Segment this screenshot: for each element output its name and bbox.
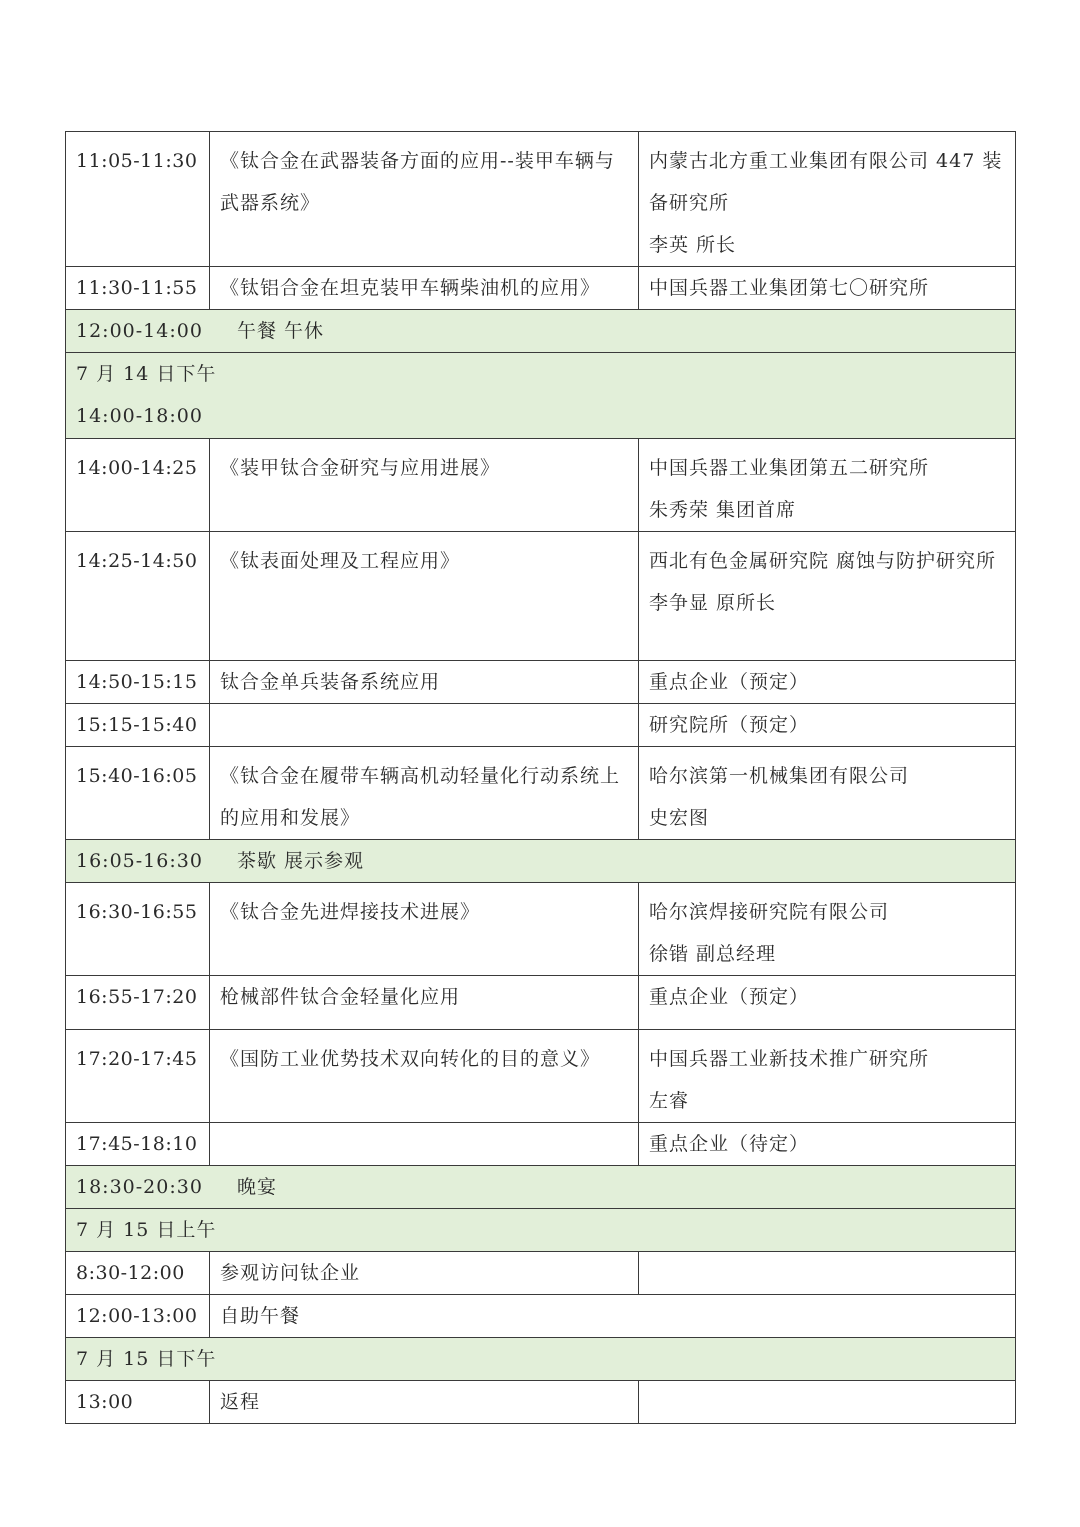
- table-row: [66, 1295, 1016, 1338]
- org-cell: 重点企业（预定）: [639, 661, 1016, 704]
- org-line: 西北有色金属研究院 腐蚀与防护研究所: [649, 550, 997, 572]
- break-cell: [66, 1166, 1016, 1209]
- org-line: 中国兵器工业新技术推广研究所: [649, 1048, 930, 1070]
- topic-cell: 《钛铝合金在坦克装甲车辆柴油机的应用》: [210, 267, 639, 310]
- org-cell: [639, 1252, 1016, 1295]
- time-cell: 15:40-16:05: [66, 747, 210, 840]
- schedule-table: [65, 131, 1016, 1424]
- break-cell: [66, 310, 1016, 353]
- break-time: 12:00-14:00: [76, 320, 203, 342]
- break-row: [66, 840, 1016, 883]
- topic-cell: 《国防工业优势技术双向转化的目的意义》: [210, 1030, 639, 1123]
- speaker-line: 朱秀荣 集团首席: [649, 499, 797, 521]
- section-cell: [66, 353, 1016, 439]
- org-cell: [639, 439, 1016, 532]
- time-cell: 14:50-15:15: [66, 661, 210, 704]
- break-label: 午餐 午休: [236, 320, 324, 342]
- topic-cell: 返程: [210, 1381, 639, 1424]
- time-cell: 12:00-13:00: [66, 1295, 210, 1338]
- break-label: 晚宴: [236, 1176, 277, 1198]
- section-cell: 7 月 15 日上午: [66, 1209, 1016, 1252]
- time-cell: 14:00-14:25: [66, 439, 210, 532]
- table-row: [66, 132, 1016, 267]
- section-time: 14:00-18:00: [76, 405, 203, 427]
- break-time: 16:05-16:30: [76, 850, 203, 872]
- table-row: [66, 1123, 1016, 1166]
- time-cell: 16:30-16:55: [66, 883, 210, 976]
- table-row: [66, 267, 1016, 310]
- time-cell: 16:55-17:20: [66, 976, 210, 1030]
- topic-cell: [210, 704, 639, 747]
- topic-cell: 参观访问钛企业: [210, 1252, 639, 1295]
- org-cell: [639, 532, 1016, 661]
- section-row: [66, 353, 1016, 439]
- speaker-line: 李英 所长: [649, 234, 737, 256]
- org-cell: 重点企业（待定）: [639, 1123, 1016, 1166]
- org-cell: 研究院所（预定）: [639, 704, 1016, 747]
- time-cell: 11:05-11:30: [66, 132, 210, 267]
- table-row: [66, 976, 1016, 1030]
- time-cell: 13:00: [66, 1381, 210, 1424]
- org-cell: [639, 1381, 1016, 1424]
- speaker-line: 徐锴 副总经理: [649, 943, 777, 965]
- section-date: 7 月 14 日下午: [76, 363, 217, 385]
- org-cell: 重点企业（预定）: [639, 976, 1016, 1030]
- time-cell: 17:45-18:10: [66, 1123, 210, 1166]
- table-row: [66, 883, 1016, 976]
- table-row: [66, 1381, 1016, 1424]
- speaker-line: 李争显 原所长: [649, 592, 777, 614]
- org-cell: [639, 883, 1016, 976]
- topic-cell: 钛合金单兵装备系统应用: [210, 661, 639, 704]
- org-cell: 中国兵器工业集团第七〇研究所: [639, 267, 1016, 310]
- break-row: [66, 1166, 1016, 1209]
- break-cell: [66, 840, 1016, 883]
- topic-cell: 《装甲钛合金研究与应用进展》: [210, 439, 639, 532]
- section-row: [66, 1338, 1016, 1381]
- time-cell: 14:25-14:50: [66, 532, 210, 661]
- time-cell: 11:30-11:55: [66, 267, 210, 310]
- topic-cell: 枪械部件钛合金轻量化应用: [210, 976, 639, 1030]
- org-line: 哈尔滨第一机械集团有限公司: [649, 765, 910, 787]
- org-cell: [639, 132, 1016, 267]
- table-row: [66, 439, 1016, 532]
- speaker-line: 史宏图: [649, 807, 710, 829]
- section-cell: 7 月 15 日下午: [66, 1338, 1016, 1381]
- org-line: 哈尔滨焊接研究院有限公司: [649, 901, 890, 923]
- topic-cell: 自助午餐: [210, 1295, 1016, 1338]
- org-line: 中国兵器工业集团第五二研究所: [649, 457, 930, 479]
- break-row: [66, 310, 1016, 353]
- table-row: [66, 1252, 1016, 1295]
- break-time: 18:30-20:30: [76, 1176, 203, 1198]
- table-row: [66, 661, 1016, 704]
- speaker-line: 左睿: [649, 1090, 690, 1112]
- table-row: [66, 1030, 1016, 1123]
- time-cell: 8:30-12:00: [66, 1252, 210, 1295]
- org-line: 内蒙古北方重工业集团有限公司 447 装备研究所: [649, 150, 1003, 214]
- topic-cell: 《钛合金先进焊接技术进展》: [210, 883, 639, 976]
- topic-cell: [210, 1123, 639, 1166]
- table-row: [66, 532, 1016, 661]
- table-row: [66, 747, 1016, 840]
- org-cell: [639, 747, 1016, 840]
- topic-cell: 《钛合金在武器装备方面的应用--装甲车辆与武器系统》: [210, 132, 639, 267]
- break-label: 茶歇 展示参观: [236, 850, 364, 872]
- topic-cell: 《钛合金在履带车辆高机动轻量化行动系统上的应用和发展》: [210, 747, 639, 840]
- time-cell: 17:20-17:45: [66, 1030, 210, 1123]
- topic-cell: 《钛表面处理及工程应用》: [210, 532, 639, 661]
- table-row: [66, 704, 1016, 747]
- section-row: [66, 1209, 1016, 1252]
- time-cell: 15:15-15:40: [66, 704, 210, 747]
- org-cell: [639, 1030, 1016, 1123]
